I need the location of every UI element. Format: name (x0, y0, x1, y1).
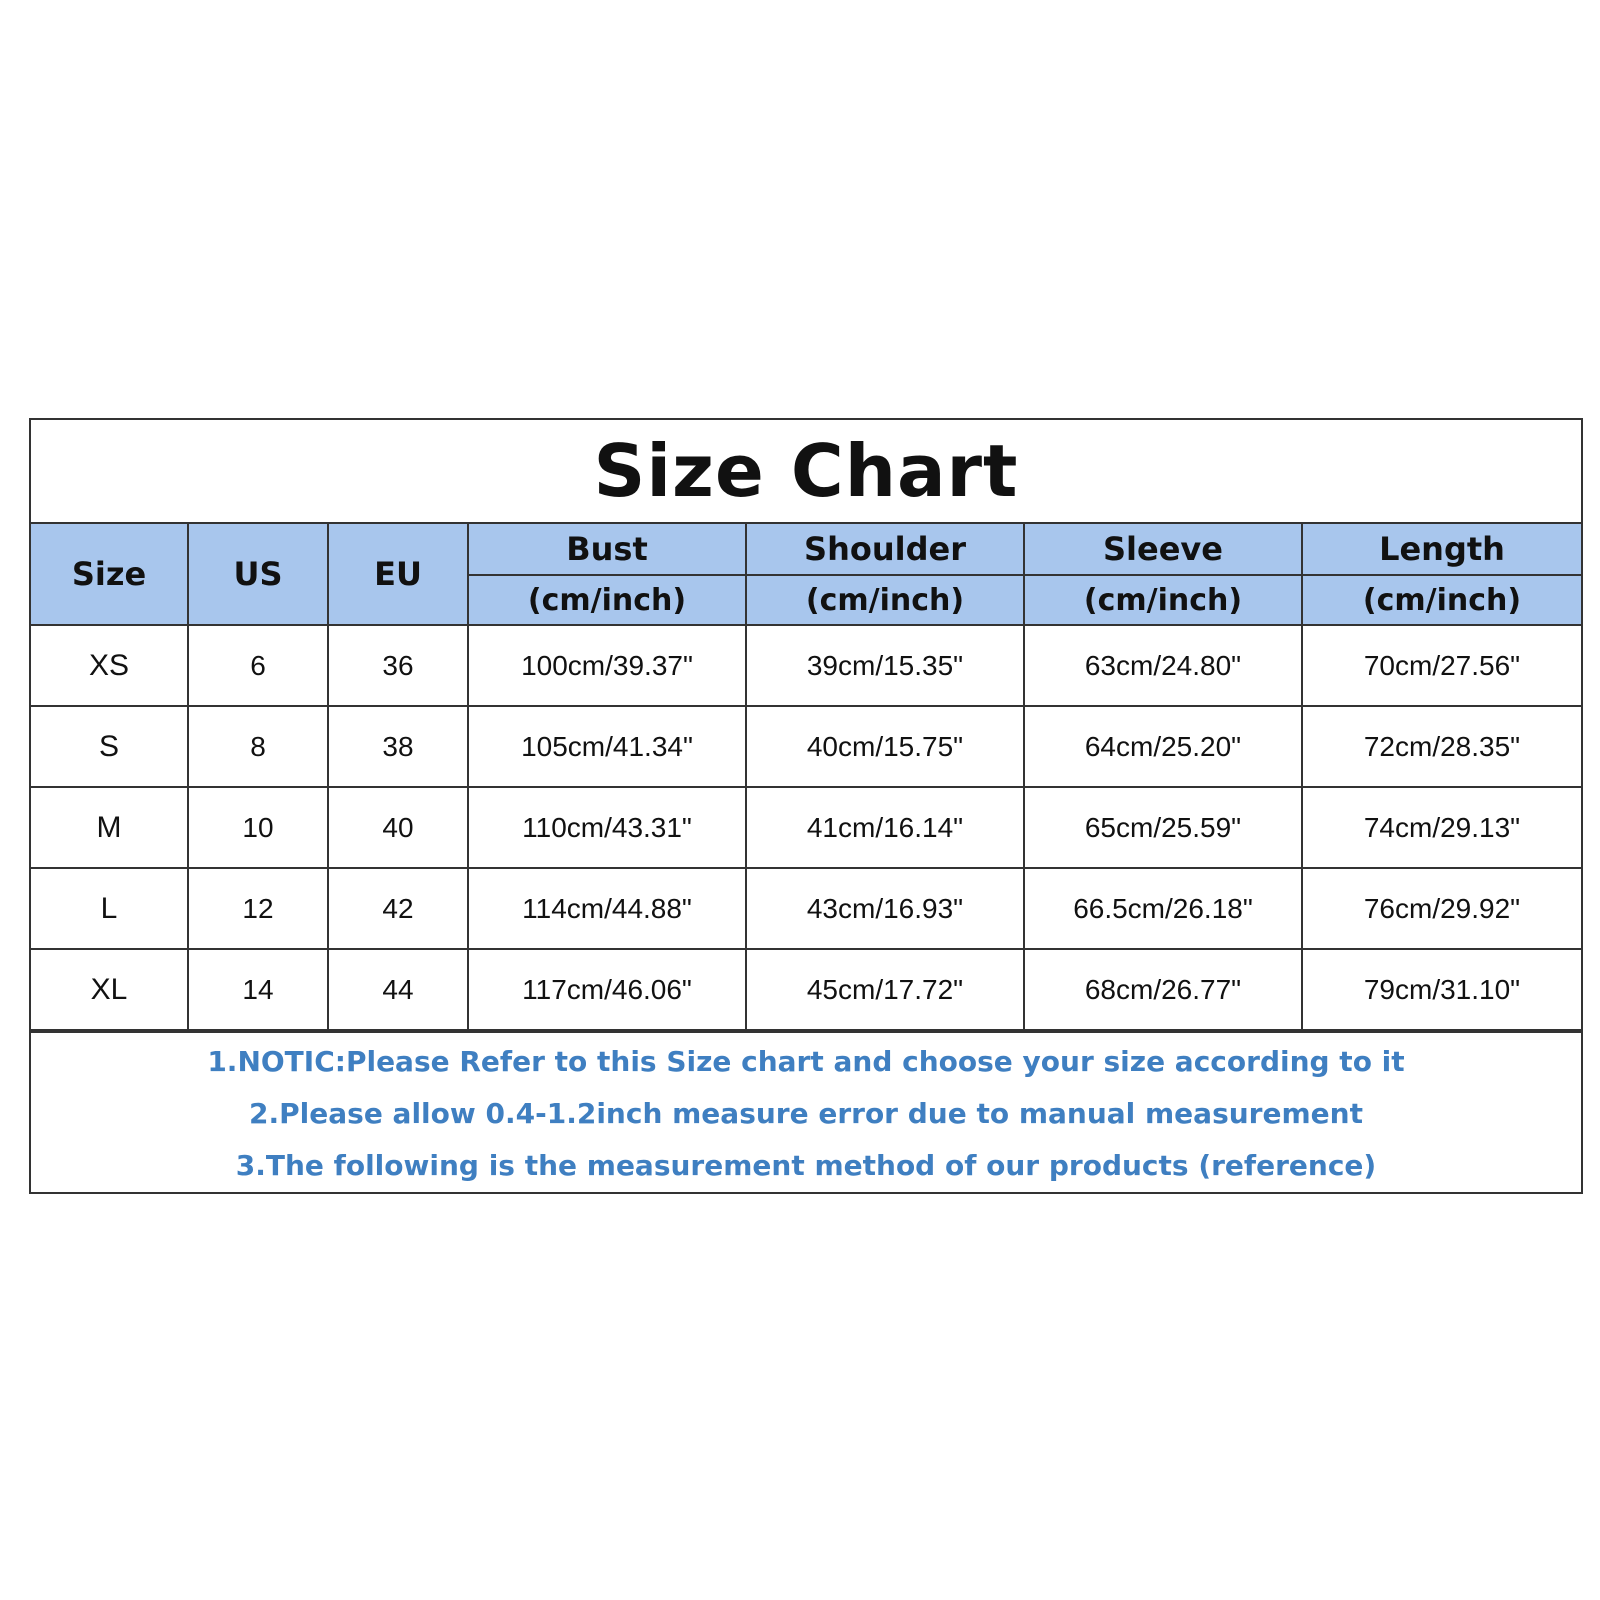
cell-size: XL (31, 949, 188, 1030)
cell-shoulder: 39cm/15.35" (746, 625, 1024, 706)
header-unit: (cm/inch) (1302, 575, 1581, 625)
table-row (31, 868, 1581, 949)
note-measurement-method: 3.The following is the measurement method of our products (reference) (235, 1148, 1377, 1182)
table-row (31, 787, 1581, 868)
header-length: Length (1302, 524, 1581, 575)
cell-us: 12 (188, 868, 328, 949)
cell-size: M (31, 787, 188, 868)
cell-sleeve: 64cm/25.20" (1024, 706, 1302, 787)
note-refer-chart: 1.NOTIC:Please Refer to this Size chart and choose your size according to it (207, 1044, 1405, 1078)
cell-size: L (31, 868, 188, 949)
cell-us: 6 (188, 625, 328, 706)
notes-section (31, 1031, 1581, 1194)
size-chart (29, 418, 1583, 1194)
header-bust: Bust (468, 524, 746, 575)
cell-length: 76cm/29.92" (1302, 868, 1581, 949)
cell-length: 72cm/28.35" (1302, 706, 1581, 787)
cell-eu: 40 (328, 787, 468, 868)
header-sleeve: Sleeve (1024, 524, 1302, 575)
cell-sleeve: 63cm/24.80" (1024, 625, 1302, 706)
cell-us: 10 (188, 787, 328, 868)
cell-length: 74cm/29.13" (1302, 787, 1581, 868)
cell-size: S (31, 706, 188, 787)
cell-shoulder: 45cm/17.72" (746, 949, 1024, 1030)
note-measure-error: 2.Please allow 0.4-1.2inch measure error due to manual measurement (249, 1096, 1363, 1130)
cell-length: 79cm/31.10" (1302, 949, 1581, 1030)
cell-bust: 117cm/46.06" (468, 949, 746, 1030)
size-table (31, 524, 1581, 1031)
cell-eu: 44 (328, 949, 468, 1030)
header-size: Size (31, 524, 188, 625)
cell-eu: 36 (328, 625, 468, 706)
cell-sleeve: 68cm/26.77" (1024, 949, 1302, 1030)
header-shoulder: Shoulder (746, 524, 1024, 575)
header-unit: (cm/inch) (468, 575, 746, 625)
table-row (31, 625, 1581, 706)
cell-length: 70cm/27.56" (1302, 625, 1581, 706)
cell-bust: 100cm/39.37" (468, 625, 746, 706)
chart-title: Size Chart (31, 420, 1581, 524)
cell-eu: 42 (328, 868, 468, 949)
cell-bust: 114cm/44.88" (468, 868, 746, 949)
cell-eu: 38 (328, 706, 468, 787)
table-row (31, 949, 1581, 1030)
cell-bust: 110cm/43.31" (468, 787, 746, 868)
cell-shoulder: 43cm/16.93" (746, 868, 1024, 949)
cell-size: XS (31, 625, 188, 706)
cell-us: 14 (188, 949, 328, 1030)
cell-sleeve: 66.5cm/26.18" (1024, 868, 1302, 949)
header-eu: EU (328, 524, 468, 625)
cell-bust: 105cm/41.34" (468, 706, 746, 787)
header-unit: (cm/inch) (1024, 575, 1302, 625)
cell-sleeve: 65cm/25.59" (1024, 787, 1302, 868)
cell-us: 8 (188, 706, 328, 787)
cell-shoulder: 40cm/15.75" (746, 706, 1024, 787)
header-unit: (cm/inch) (746, 575, 1024, 625)
header-us: US (188, 524, 328, 625)
table-row (31, 706, 1581, 787)
cell-shoulder: 41cm/16.14" (746, 787, 1024, 868)
